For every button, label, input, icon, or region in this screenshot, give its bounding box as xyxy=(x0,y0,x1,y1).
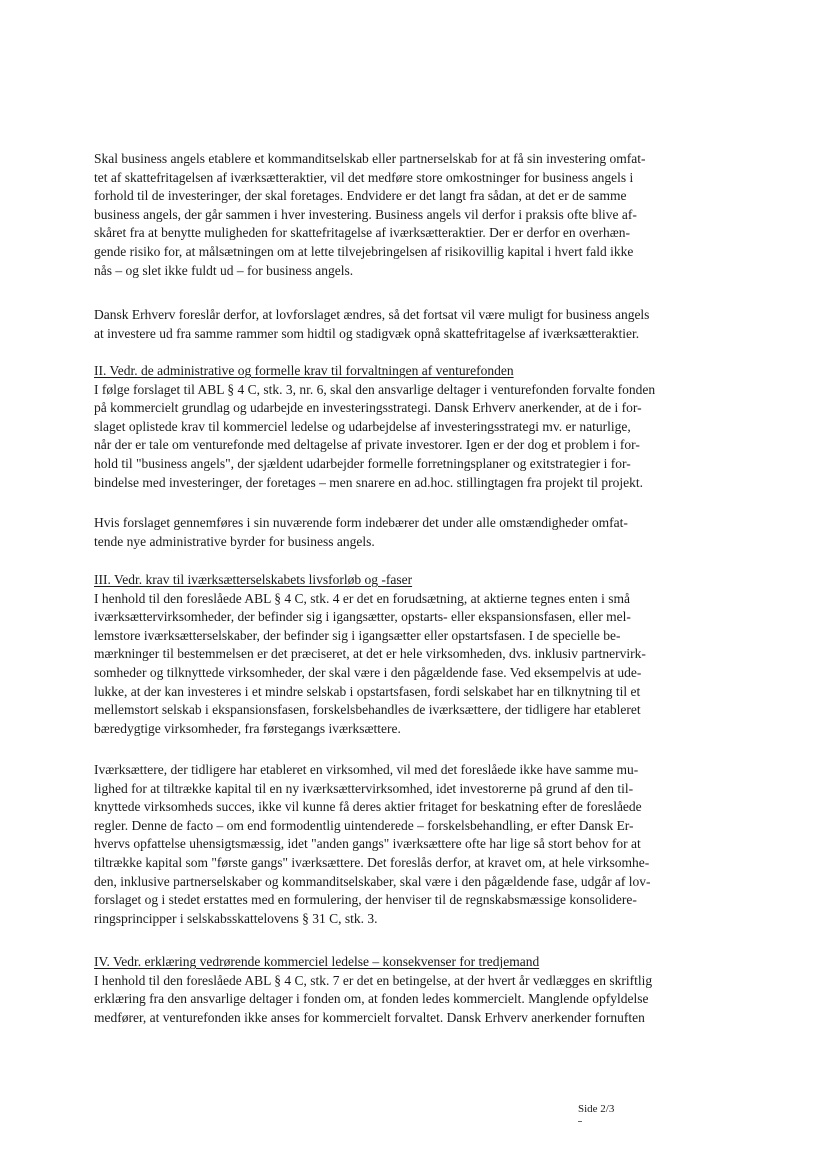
paragraph-business-angels-costs xyxy=(94,150,744,280)
text-line: den, inklusive partnerselskaber og kommanditselskaber, skal være i den pågældende fase, udgår af lov- xyxy=(94,873,651,889)
section-heading: II. Vedr. de administrative og formelle krav til forvaltningen af venturefonden xyxy=(94,363,514,378)
text-line: at investere ud fra samme rammer som hidtil og stadigvæk opnå skattefritagelse af iværksætteraktier. xyxy=(94,325,640,341)
section-ii xyxy=(94,362,744,492)
text-line: Dansk Erhverv foreslår derfor, at lovforslaget ændres, så det fortsat vil være muligt for business angels xyxy=(94,307,650,322)
section-heading: III. Vedr. krav til iværksætterselskabets livsforløb og -faser xyxy=(94,572,413,587)
text-line: bæredygtige virksomheder, fra førstegangs iværksættere. xyxy=(94,720,401,736)
text-line: mærkninger til bestemmelsen er det præciseret, at det er hele virksomheden, dvs. inklusiv partnervirk- xyxy=(94,646,646,662)
text-line: lighed for at tiltrække kapital til en ny iværksættervirksomhed, idet investorerne på grund af den til- xyxy=(94,780,634,796)
text-line: hold til "business angels", der sjældent udarbejder formelle forretningsplaner og exitstrategier i for- xyxy=(94,455,631,471)
text-line: lukke, at der kan investeres i et mindre selskab i opstartsfasen, fordi selskabet har en tilknytning til et xyxy=(94,683,641,699)
text-line: erklæring fra den ansvarlige deltager i fonden om, at fonden ledes kommercielt. Manglende opfyldelse xyxy=(94,991,649,1007)
page-number: Side 2/3 xyxy=(578,1103,615,1115)
paragraph-proposal-change xyxy=(94,306,744,343)
section-iii xyxy=(94,571,744,738)
text-line: slaget oplistede krav til kommerciel ledelse og udarbejdelse af investeringsstrategi mv. er naturlige, xyxy=(94,418,631,434)
text-line: medfører, at venturefonden ikke anses for kommercielt forvaltet. Dansk Erhverv anerkender fornuften xyxy=(94,1009,645,1025)
paragraph-second-time-entrepreneurs xyxy=(94,761,744,928)
text-line: når der er tale om venturefonde med deltagelse af private investorer. Igen er der dog et problem i for- xyxy=(94,437,640,453)
text-line: bindelse med investeringer, der foretages – men snarere en ad.hoc. stillingtagen fra projekt til projekt. xyxy=(94,474,644,490)
text-line: regler. Denne de facto – om end formodentlig uintenderede – forskelsbehandling, er efter Dansk Er- xyxy=(94,817,634,833)
text-line: hvervs opfattelse uhensigtsmæssig, idet "anden gangs" iværksættere ofte har lige så stort behov for at xyxy=(94,836,641,852)
text-line: I henhold til den foreslåede ABL § 4 C, stk. 4 er det en forudsætning, at aktierne tegnes enten i små xyxy=(94,590,630,606)
text-line: forslaget og i stedet erstattes med en formulering, der henviser til de regnskabsmæssige konsolidere- xyxy=(94,892,637,908)
text-line: Skal business angels etablere et kommanditselskab eller partnerselskab for at få sin investering omfat- xyxy=(94,151,646,166)
text-line: business angels, der går sammen i hver investering. Business angels vil derfor i praksis ofte blive af- xyxy=(94,206,637,222)
text-line: skåret fra at benytte muligheden for skattefritagelse af iværksætteraktier. Der er derfor en overhæn- xyxy=(94,225,631,241)
text-line: I følge forslaget til ABL § 4 C, stk. 3, nr. 6, skal den ansvarlige deltager i venturefonden forvalte fonden xyxy=(94,381,656,397)
text-line: tet af skattefritagelsen af iværksætteraktier, vil det medføre store omkostninger for business angels i xyxy=(94,169,634,185)
text-line: Iværksættere, der tidligere har etableret en virksomhed, vil med det foreslåede ikke have samme mu- xyxy=(94,762,639,777)
text-line: nås – og slet ikke fuldt ud – for business angels. xyxy=(94,262,354,278)
text-line: knyttede virksomheds succes, ikke vil kunne få deres aktier fritaget for beskatning efter de foreslåede xyxy=(94,799,642,815)
paragraph-administrative-burden xyxy=(94,514,744,551)
section-heading: IV. Vedr. erklæring vedrørende kommerciel ledelse – konsekvenser for tredjemand xyxy=(94,954,540,969)
footer-mark xyxy=(578,1121,582,1122)
text-line: tende nye administrative byrder for business angels. xyxy=(94,533,375,549)
text-line: iværksættervirksomheder, der befinder sig i igangsætter, opstarts- eller ekspansionsfasen, eller mel- xyxy=(94,609,631,625)
section-iv xyxy=(94,953,744,1027)
text-line: mellemstort selskab i ekspansionsfasen, forskelsbehandles de iværksættere, der tidligere har etableret xyxy=(94,702,641,718)
text-line: Hvis forslaget gennemføres i sin nuværende form indebærer det under alle omstændigheder omfat- xyxy=(94,515,628,530)
text-line: I henhold til den foreslåede ABL § 4 C, stk. 7 er det en betingelse, at der hvert år vedlægges en skriftlig xyxy=(94,972,653,988)
text-line: forhold til de investeringer, der skal foretages. Endvidere er det langt fra sådan, at det er de samme xyxy=(94,188,627,204)
text-line: ringsprincipper i selskabsskattelovens § 31 C, stk. 3. xyxy=(94,910,378,926)
text-line: somheder og tilknyttede virksomheder, der skal være i den pågældende fase. Ved eksempelvis at ude- xyxy=(94,664,642,680)
text-line: på kommercielt grundlag og udarbejde en investeringsstrategi. Dansk Erhverv anerkender, at de i for- xyxy=(94,400,642,416)
text-line: gende risiko for, at målsætningen om at lette tilvejebringelsen af risikovillig kapital i hvert fald ikke xyxy=(94,243,634,259)
text-line: tiltrække kapital som "første gangs" iværksættere. Det foreslås derfor, at kravet om, at hele virksomhe- xyxy=(94,854,650,870)
text-line: lemstore iværksætterselskaber, der befinder sig i igangsætter eller opstartsfasen. I de specielle be- xyxy=(94,627,621,643)
